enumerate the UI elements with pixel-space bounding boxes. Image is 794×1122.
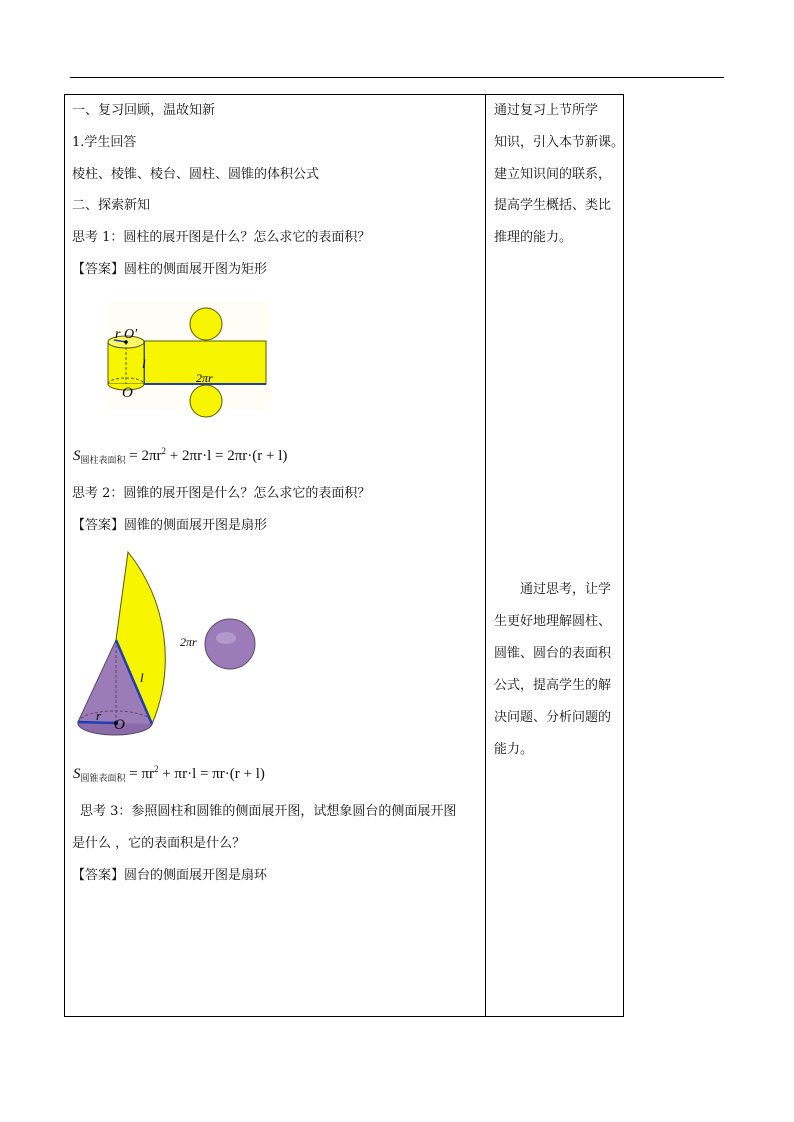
- side-note2-line1: 通过思考，让学: [520, 582, 612, 597]
- explore-heading: 二、探索新知: [72, 198, 151, 213]
- bottom-circle: [190, 385, 222, 417]
- formula1-eq-b: + 2πr·l = 2πr·(r + l): [166, 448, 288, 464]
- cone-label-2pir: 2πr: [180, 635, 197, 649]
- side-note1-line5: 推理的能力。: [494, 230, 573, 245]
- cone-surface-formula: [73, 764, 265, 784]
- cylinder-net-figure: [100, 300, 270, 420]
- column-divider: [485, 94, 486, 1017]
- formula2-s: S: [73, 766, 81, 782]
- side-note2-line6: 能力。: [494, 742, 534, 757]
- think1-question: 思考 1：圆柱的展开图是什么？怎么求它的表面积？: [72, 230, 371, 245]
- formula1-sup: 2: [161, 446, 167, 456]
- header-rule: [70, 77, 724, 78]
- think3-line1: 思考 3：参照圆柱和圆锥的侧面展开图，试想象圆台的侧面展开图: [80, 804, 457, 819]
- formula2-eq-a: = πr: [125, 766, 155, 782]
- review-heading: 一、复习回顾，温故知新: [72, 103, 216, 118]
- think3-answer: 【答案】圆台的侧面展开图是扇环: [72, 868, 268, 883]
- label-l: l: [142, 356, 146, 371]
- side-note1-line2: 知识，引入本节新课。: [494, 135, 625, 150]
- top-circle: [190, 308, 222, 340]
- cone-label-l: l: [140, 670, 144, 685]
- think2-answer: 【答案】圆锥的侧面展开图是扇形: [72, 518, 268, 533]
- side-note1-line3: 建立知识间的联系，: [494, 167, 612, 182]
- cylinder-surface-formula: [73, 446, 287, 466]
- formula1-sub: 圆柱表面积: [80, 455, 126, 465]
- side-note2-line2: 生更好地理解圆柱、: [494, 614, 612, 629]
- side-note1-line1: 通过复习上节所学: [494, 103, 599, 118]
- side-note2-line5: 决问题、分析问题的: [494, 710, 612, 725]
- cone-label-r: r: [96, 708, 102, 723]
- side-note1-line4: 提高学生概括、类比: [494, 198, 612, 213]
- think3-line2: 是什么 ，它的表面积是什么？: [72, 836, 246, 851]
- label-o-bottom: O: [122, 385, 133, 401]
- label-2pir: 2πr: [196, 371, 213, 385]
- think1-answer: 【答案】圆柱的侧面展开图为矩形: [72, 262, 268, 277]
- base-highlight: [216, 632, 236, 644]
- label-o-top: O′: [124, 327, 138, 342]
- student-answer: 1.学生回答: [72, 135, 137, 150]
- formula2-eq-b: + πr·l = πr·(r + l): [158, 766, 265, 782]
- formula2-sub: 圆锥表面积: [80, 773, 126, 783]
- side-note2-line4: 公式，提高学生的解: [494, 678, 612, 693]
- formula2-sup: 2: [154, 764, 159, 774]
- volume-formulas: 棱柱、棱锥、棱台、圆柱、圆锥的体积公式: [72, 167, 320, 182]
- cone-label-o: O: [114, 717, 125, 733]
- think2-question: 思考 2：圆锥的展开图是什么？怎么求它的表面积？: [72, 486, 371, 501]
- formula1-eq-a: = 2πr: [125, 448, 162, 464]
- cone-net-figure: [74, 546, 264, 746]
- label-r: r: [115, 327, 121, 342]
- base-circle: [205, 619, 255, 669]
- formula1-s: S: [73, 448, 81, 464]
- side-note2-line3: 圆锥、圆台的表面积: [494, 646, 612, 661]
